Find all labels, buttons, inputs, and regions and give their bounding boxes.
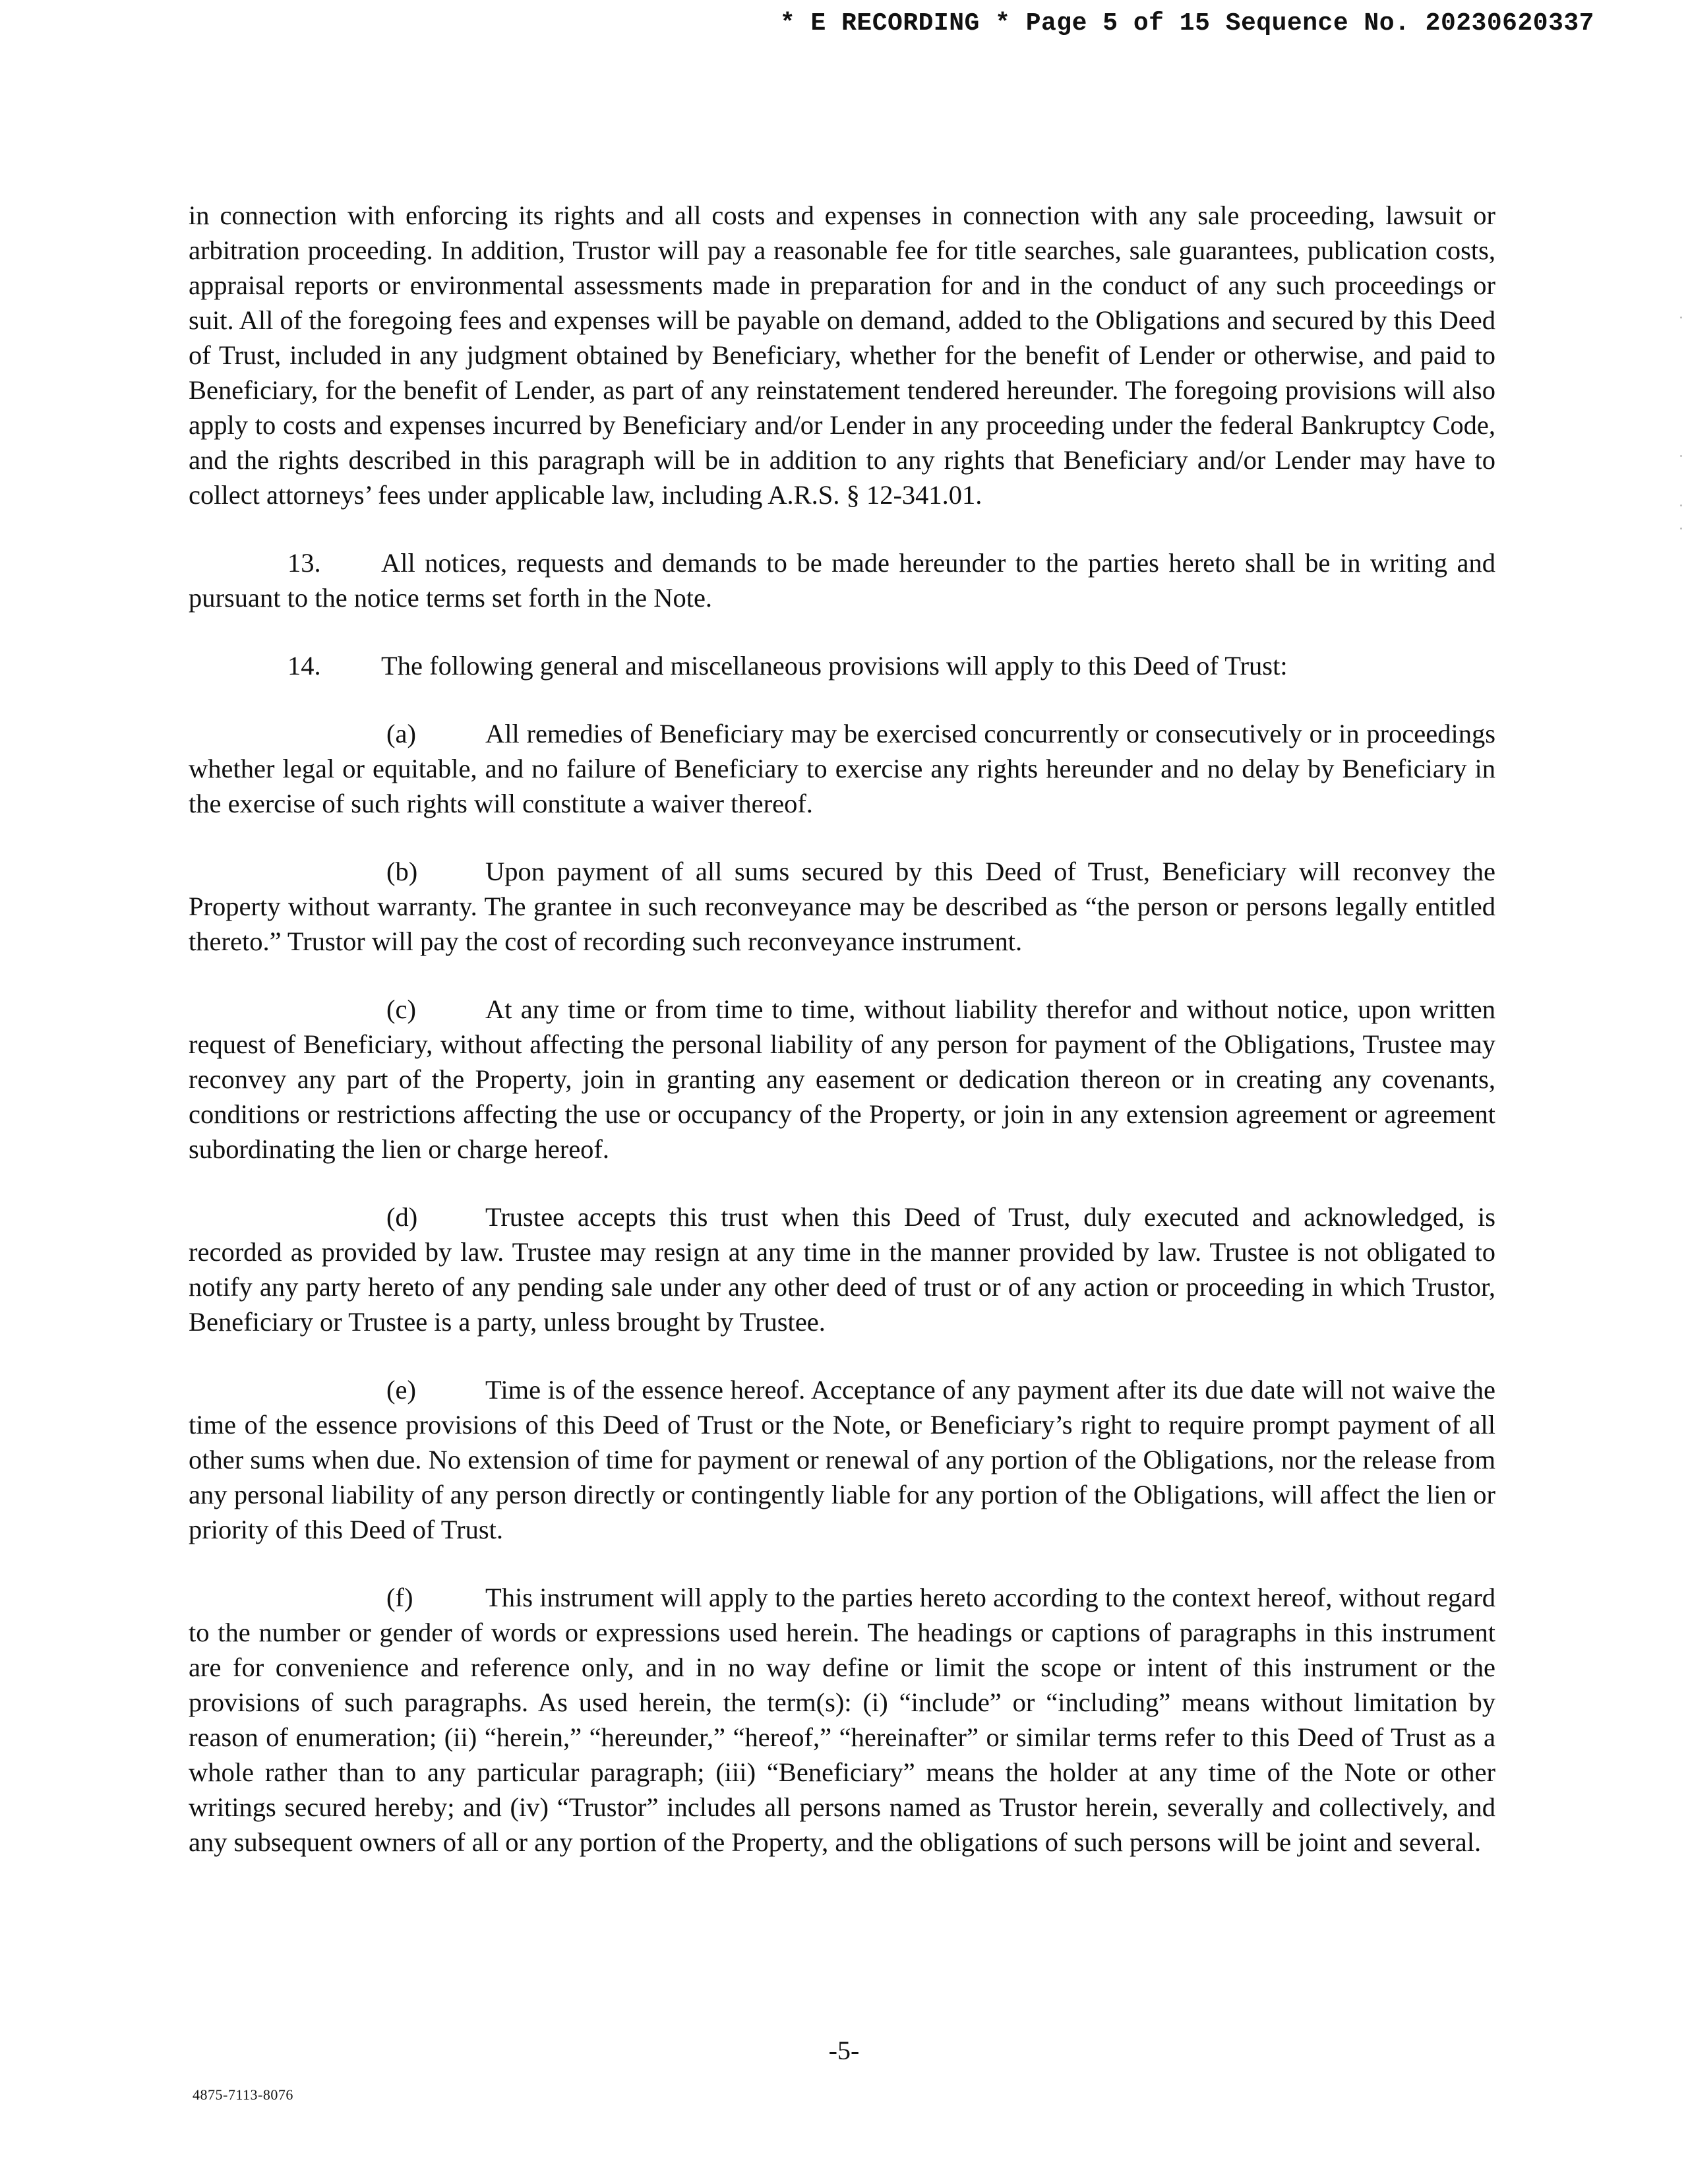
paragraph-continuation: in connection with enforcing its rights and all costs and expenses in connection with any sale proceeding, lawsuit or arbitration proceeding. In addition, Trustor will pay a reasonable fee for title searches, sale guarantees, publication costs, appraisal reports or environmental assessments made in preparation for and in the conduct of any such proceedings or suit. All of the foregoing fees and expenses will be payable on demand, added to the Obligations and secured by this Deed of Trust, included in any judgment obtained by Beneficiary, whether for the benefit of Lender or otherwise, and paid to Beneficiary, for the benefit of Lender, as part of any reinstatement tendered hereunder. The foregoing provisions will also apply to costs and expenses incurred by Beneficiary and/or Lender in any proceeding under the federal Bankruptcy Code, and the rights described in this paragraph will be in addition to any rights that Beneficiary and/or Lender may have to collect attorneys’ fees under applicable law, including A.R.S. § 12-341.01. xyxy=(189,200,1495,510)
document-id: 4875-7113-8076 xyxy=(193,2086,293,2103)
subparagraph-label: (f) xyxy=(386,1583,413,1612)
recording-stamp-header: * E RECORDING * Page 5 of 15 Sequence No. 20230620337 xyxy=(779,9,1594,38)
subparagraph-14b xyxy=(189,854,1495,959)
paragraph-text: The following general and miscellaneous provisions will apply to this Deed of Trust: xyxy=(381,651,1288,681)
subparagraph-14e xyxy=(189,1372,1495,1547)
paragraph-number: 13. xyxy=(287,548,321,578)
paragraph-14 xyxy=(189,648,1495,683)
scan-speck xyxy=(1680,455,1682,457)
page-number: -5- xyxy=(828,2036,860,2065)
subparagraph-14a xyxy=(189,716,1495,821)
subparagraph-text: Time is of the essence hereof. Acceptance of any payment after its due date will not waive the time of the essence provisions of this Deed of Trust or the Note, or Beneficiary’s right to require prompt payment of all other sums when due. No extension of time for payment or renewal of any portion of the Obligations, nor the release from any personal liability of any person directly or contingently liable for any portion of the Obligations, will affect the lien or priority of this Deed of Trust. xyxy=(189,1375,1495,1544)
paragraph-number: 14. xyxy=(287,651,321,681)
subparagraph-text: At any time or from time to time, without liability therefor and without notice, upon written request of Beneficiary, without affecting the personal liability of any person for payment of the Obligations, Trustee may reconvey any part of the Property, join in granting any easement or dedication thereon or in creating any covenants, conditions or restrictions affecting the use or occupancy of the Property, or join in any extension agreement or agreement subordinating the lien or charge hereof. xyxy=(189,994,1495,1164)
scan-speck xyxy=(1680,504,1682,506)
paragraph-13 xyxy=(189,545,1495,615)
subparagraph-14f xyxy=(189,1580,1495,1860)
scan-speck xyxy=(1680,317,1682,318)
subparagraph-14c xyxy=(189,992,1495,1167)
subparagraph-label: (c) xyxy=(386,994,416,1024)
subparagraph-label: (d) xyxy=(386,1202,418,1232)
subparagraph-label: (a) xyxy=(386,719,416,748)
subparagraph-text: Trustee accepts this trust when this Deed of Trust, duly executed and acknowledged, is recorded as provided by law. Trustee may resign at any time in the manner provided by law. Trustee is not obligated to notify any party hereto of any pending sale under any other deed of trust or of any action or proceeding in which Trustor, Beneficiary or Trustee is a party, unless brought by Trustee. xyxy=(189,1202,1495,1337)
subparagraph-text: All remedies of Beneficiary may be exercised concurrently or consecutively or in proceedings whether legal or equitable, and no failure of Beneficiary to exercise any rights hereunder and no delay by Beneficiary in the exercise of such rights will constitute a waiver thereof. xyxy=(189,719,1495,818)
subparagraph-text: This instrument will apply to the parties hereto according to the context hereof, without regard to the number or gender of words or expressions used herein. The headings or captions of paragraphs in this instrument are for convenience and reference only, and in no way define or limit the scope or intent of this instrument or the provisions of such paragraphs. As used herein, the term(s): (i) “include” or “including” means without limitation by reason of enumeration; (ii) “herein,” “hereunder,” “hereof,” “hereinafter” or similar terms refer to this Deed of Trust as a whole rather than to any particular paragraph; (iii) “Beneficiary” means the holder at any time of the Note or other writings secured hereby; and (iv) “Trustor” includes all persons named as Trustor herein, severally and collectively, and any subsequent owners of all or any portion of the Property, and the obligations of such persons will be joint and several. xyxy=(189,1583,1495,1857)
paragraph-text: All notices, requests and demands to be made hereunder to the parties hereto shall be in writing and pursuant to the notice terms set forth in the Note. xyxy=(189,548,1495,613)
subparagraph-text: Upon payment of all sums secured by this Deed of Trust, Beneficiary will reconvey the Property without warranty. The grantee in such reconveyance may be described as “the person or persons legally entitled thereto.” Trustor will pay the cost of recording such reconveyance instrument. xyxy=(189,857,1495,956)
document-body xyxy=(189,198,1495,1860)
subparagraph-14d xyxy=(189,1199,1495,1339)
subparagraph-label: (b) xyxy=(386,857,418,886)
subparagraph-label: (e) xyxy=(386,1375,416,1405)
scan-speck xyxy=(1680,528,1682,530)
